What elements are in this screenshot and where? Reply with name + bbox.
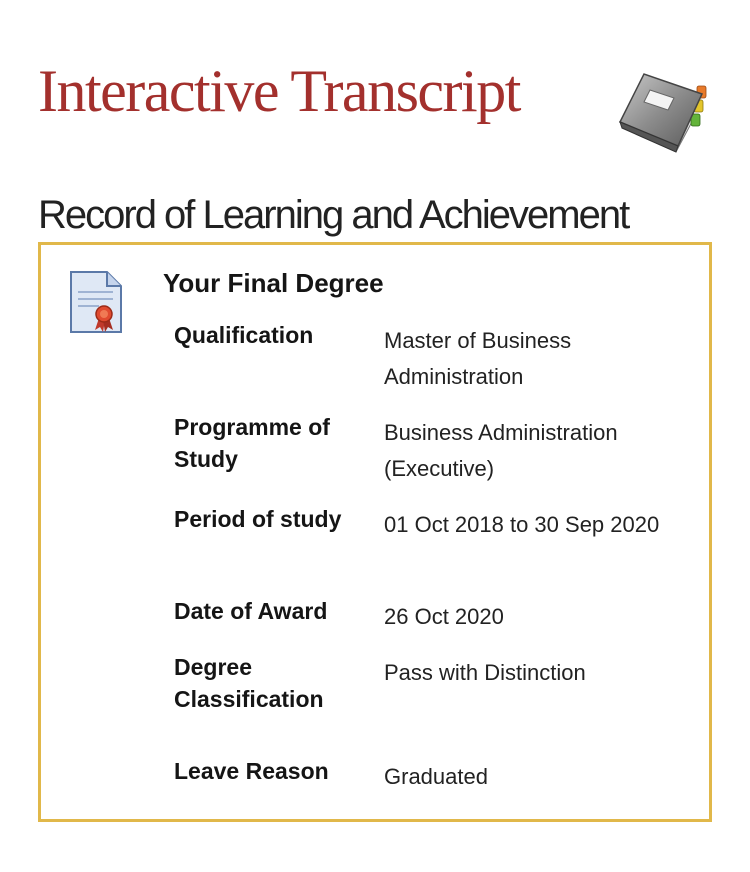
detail-value: 26 Oct 2020 [384,604,504,629]
final-degree-panel [38,242,712,822]
detail-label: Degree Classification [174,654,324,712]
detail-label: Programme of Study [174,414,330,472]
panel-title: Your Final Degree [163,268,384,298]
section-heading: Record of Learning and Achievement [38,193,629,237]
detail-label: Qualification [174,322,314,348]
detail-label: Leave Reason [174,758,329,784]
page-title: Interactive Transcript [38,58,520,124]
detail-value: 01 Oct 2018 to 30 Sep 2020 [384,512,660,537]
detail-label: Date of Award [174,598,328,624]
certificate-icon [69,270,123,334]
detail-value: Business Administration (Executive) [384,420,618,481]
detail-value: Graduated [384,764,488,789]
detail-value: Master of Business Administration [384,328,572,389]
detail-label: Period of study [174,506,342,532]
detail-value: Pass with Distinction [384,660,586,685]
transcript-book-icon [614,66,714,156]
